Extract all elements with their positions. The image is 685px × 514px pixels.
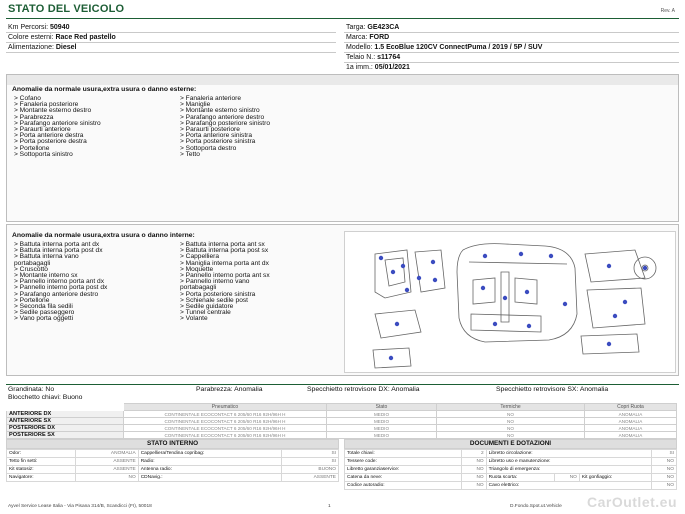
interior-list-col1 (14, 242, 107, 323)
list-item: > Parafango anteriore destro (180, 113, 265, 121)
damage-marker-icon (389, 356, 393, 360)
list-item: > Moquette (180, 265, 214, 273)
tyres-table (6, 403, 677, 439)
list-item: > Pannello interno vano (180, 278, 250, 286)
tyre-model: CONTINENTALE ECOCONTACT 6 205/60 R16 92H/96H H (124, 432, 327, 439)
tyre-model: CONTINENTALE ECOCONTACT 6 205/60 R16 92H/96H H (124, 425, 327, 432)
damage-marker-icon (405, 288, 409, 292)
car-diagram-svg (345, 232, 675, 372)
km-value: 50940 (50, 24, 70, 31)
list-item: > Battuta interna porta ant sx (180, 241, 265, 248)
exterior-list-col2 (180, 96, 270, 158)
damage-marker-icon (503, 296, 507, 300)
tyre-position: POSTERIORE SX (7, 432, 124, 439)
list-item: portabagagli (180, 284, 217, 292)
tyre-thermal: NO (437, 432, 585, 439)
list-item: > Pannello interno porta post dx (14, 284, 108, 292)
tyre-hubcap: ANOMALIA (585, 432, 677, 439)
table-row (345, 458, 677, 466)
front-seat-right-icon (415, 250, 445, 292)
chassis-row (346, 53, 400, 62)
table-row (7, 458, 339, 466)
cell-value: ASSENTE (76, 458, 138, 466)
damage-markers (379, 252, 647, 360)
empty-cell (7, 404, 124, 411)
cell-value: NO (76, 474, 138, 482)
list-item: > Montante interno sx (14, 272, 78, 280)
list-item: > Porta anteriore sinistra (180, 132, 253, 140)
color-row (8, 33, 116, 42)
table-row (7, 411, 677, 418)
status-rule (6, 384, 679, 385)
damage-marker-icon (607, 342, 611, 346)
list-item: > Maniglia interna porta ant dx (180, 259, 269, 267)
exterior-title: Anomalie da normale usura,extra usura o danno esterne: (12, 86, 197, 93)
cell-label: Libretto garanziaservice: (345, 466, 462, 474)
model-value: 1.5 EcoBlue 120CV ConnectPuma / 2019 / 5P / SUV (374, 44, 543, 51)
cell-label: Navigatore: (7, 474, 76, 482)
front-left-seat-icon (473, 278, 495, 304)
brand-label: Marca: (346, 34, 368, 41)
chassis-label: Telaio N.: (346, 54, 376, 61)
tyre-thermal: NO (437, 418, 585, 425)
footer-company: Ayvel Service Lease Italia - Via Pisana 314/B, Scandicci (FI), 50018 (8, 504, 152, 509)
list-item: > Tunnel centrale (180, 309, 231, 317)
km-row (8, 23, 69, 32)
list-item: > Paraurti posteriore (180, 126, 240, 134)
header-state: Stato (327, 404, 437, 411)
list-item: > Portellone (14, 296, 50, 304)
list-item: > Porta posteriore destra (14, 138, 87, 146)
list-item: > Sottoporta sinistro (14, 150, 73, 158)
dashboard-line-icon (469, 262, 567, 264)
tyre-hubcap: ANOMALIA (585, 411, 677, 418)
exterior-list-col1 (14, 96, 101, 158)
list-item: > Cruscotto (14, 265, 48, 273)
footer-right-text: D.Fondo.Spot.ut.Vehicle (510, 504, 562, 509)
list-item: > Montante esterno sinistro (180, 107, 260, 115)
list-item: > Parafango anteriore destro (14, 290, 99, 298)
list-item: > Paraurti anteriore (14, 126, 71, 134)
list-item: portabagagli (14, 259, 51, 267)
table-row (7, 466, 339, 474)
table-row (7, 418, 677, 425)
cell-value: NO (652, 458, 677, 466)
damage-marker-icon (481, 286, 485, 290)
list-item: > Montante esterno destro (14, 107, 92, 115)
list-item: > Cofano (14, 95, 41, 102)
door-panel-rear-icon (587, 288, 645, 328)
list-item: > Parabrezza (14, 113, 54, 121)
list-item: > Cappelliera (180, 253, 220, 261)
damage-marker-icon (391, 270, 395, 274)
tyre-thermal: NO (437, 425, 585, 432)
cell-label: Cappelliera/Tendina copribag: (138, 450, 281, 458)
door-panel-front-icon (585, 250, 645, 282)
cell-label: Triangolo di emergenza: (486, 466, 651, 474)
divider (344, 32, 679, 33)
watermark-logo: CarOutlet.eu (586, 494, 677, 510)
fuel-value: Diesel (55, 44, 77, 51)
car-interior-diagram (344, 231, 676, 373)
registration-value: 05/01/2021 (374, 64, 410, 71)
interior-state-title: STATO INTERNO (6, 439, 339, 449)
damage-marker-icon (563, 302, 567, 306)
cell-label: Tetto fin setti: (7, 458, 76, 466)
cell-label: Tessere code: (345, 458, 462, 466)
table-row (345, 474, 677, 482)
cell-value: ASSENTE (76, 466, 138, 474)
cell-label: Totale chiavi: (345, 450, 462, 458)
model-row (346, 43, 542, 52)
km-label: Km Percorsi: (8, 24, 49, 31)
list-item: > Volante (180, 315, 208, 323)
cell-label: Ruota scorta: (486, 474, 554, 482)
cell-value: NO (461, 466, 486, 474)
exterior-anomalies-panel (6, 74, 679, 222)
panel-header (7, 75, 678, 85)
plate-value: GE423CA (367, 24, 400, 31)
table-row (7, 432, 677, 439)
cell-label: Cavo elettrico: (486, 482, 651, 490)
list-item: > Fanaleria anteriore (180, 95, 242, 102)
color-label: Colore esterni: (8, 34, 54, 41)
fuel-label: Alimentazione: (8, 44, 54, 51)
table-row (345, 482, 677, 490)
cell-value: NO (652, 482, 677, 490)
tyre-hubcap: ANOMALIA (585, 425, 677, 432)
registration-row (346, 63, 410, 72)
title-rule (6, 18, 679, 19)
cell-label: Libretto uso e manutenzione: (486, 458, 651, 466)
brand-value: FORD (369, 34, 390, 41)
plate-label: Targa: (346, 24, 366, 31)
tyre-state: MEDIO (327, 425, 437, 432)
list-item: > Pannello interno porta ant dx (14, 278, 104, 286)
list-item: > Pannello interno porta ant sx (180, 272, 270, 280)
brand-row (346, 33, 389, 42)
cell-value: NO (555, 474, 580, 482)
damage-marker-icon (549, 254, 553, 258)
list-item: > Tetto (180, 150, 200, 158)
list-item: > Sottoporta destro (180, 144, 237, 152)
rear-bench-icon (471, 314, 541, 332)
cell-label: Kit gonfiaggio: (579, 474, 651, 482)
table-header-row (7, 404, 677, 411)
damage-marker-icon (401, 264, 405, 268)
table-row (7, 474, 339, 482)
list-item: > Sedile passeggero (14, 309, 75, 317)
table-row (7, 425, 677, 432)
cell-value: SI (281, 450, 338, 458)
cell-label: Codice autoradio: (345, 482, 462, 490)
damage-marker-icon (607, 264, 611, 268)
tyre-state: MEDIO (327, 432, 437, 439)
documents-table (344, 449, 677, 490)
tyre-state: MEDIO (327, 418, 437, 425)
damage-marker-icon (433, 278, 437, 282)
revision-label: Rev. A (660, 8, 675, 14)
list-item: > Portellone (14, 144, 50, 152)
cell-label: Libretto circolazione: (486, 450, 651, 458)
car-body-icon (457, 244, 577, 342)
tyre-position: POSTERIORE DX (7, 425, 124, 432)
cell-value: NO (461, 458, 486, 466)
tyre-position: ANTERIORE SX (7, 418, 124, 425)
divider (6, 52, 336, 53)
interior-title: Anomalie da normale usura,extra usura o danno interne: (12, 232, 195, 239)
chassis-value: s11764 (377, 54, 401, 61)
model-label: Modello: (346, 44, 373, 51)
cell-value: NO (652, 474, 677, 482)
hail-status: Grandinata: No (8, 386, 55, 393)
tyre-model: CONTINENTALE ECOCONTACT 6 205/60 R16 92H/96H H (124, 411, 327, 418)
list-item: > Parafango posteriore sinistro (180, 119, 270, 127)
list-item: > Fanaleria posteriore (14, 101, 79, 109)
damage-marker-icon (643, 266, 647, 270)
table-row (345, 466, 677, 474)
list-item: > Battuta interna porta post sx (180, 247, 269, 255)
tyre-state: MEDIO (327, 411, 437, 418)
cell-value: NO (652, 466, 677, 474)
damage-marker-icon (417, 276, 421, 280)
documents-box (344, 439, 677, 490)
list-item: > Seconda fila sedili (14, 303, 73, 311)
mirror-dx-status: Specchietto retrovisore DX: Anomalia (307, 386, 420, 393)
cell-value: ANOMALIA (76, 450, 138, 458)
cell-label: Kit statosiz: (7, 466, 76, 474)
list-item: > Battuta interna porta post dx (14, 247, 103, 255)
cell-value: NO (461, 474, 486, 482)
cell-label: Catena da neve: (345, 474, 462, 482)
list-item: > Maniglie (180, 101, 211, 109)
cell-label: CDNavig.: (138, 474, 281, 482)
damage-marker-icon (493, 322, 497, 326)
cell-value: BUONO (281, 466, 338, 474)
footer-page-number: 1 (328, 504, 331, 509)
cell-label: Radio: (138, 458, 281, 466)
table-row (345, 450, 677, 458)
damage-marker-icon (525, 290, 529, 294)
damage-marker-icon (395, 322, 399, 326)
list-item: > Sedile guidatore (180, 303, 234, 311)
list-item: > Porta posteriore sinistra (180, 138, 256, 146)
damage-marker-icon (483, 254, 487, 258)
mirror-sx-status: Specchietto retrovisore SX: Anomalia (496, 386, 609, 393)
list-item: > Vano porta oggetti (14, 315, 74, 323)
damage-marker-icon (519, 252, 523, 256)
list-item: > Battuta interna porta ant dx (14, 241, 100, 248)
cell-label: Odor: (7, 450, 76, 458)
table-row (7, 450, 339, 458)
registration-label: 1a imm.: (346, 64, 373, 71)
header-thermal: Termiche (437, 404, 585, 411)
page-title: STATO DEL VEICOLO (8, 3, 125, 15)
tyre-position: ANTERIORE DX (7, 411, 124, 418)
cell-value: SI (652, 450, 677, 458)
cell-value: ASSENTE (281, 474, 338, 482)
plate-row (346, 23, 399, 32)
tyre-thermal: NO (437, 411, 585, 418)
windscreen-status: Parabrezza: Anomalia (196, 386, 263, 393)
damage-marker-icon (527, 324, 531, 328)
interior-state-table (6, 449, 339, 482)
interior-anomalies-panel (6, 224, 679, 376)
header-hubcap: Copri Ruota (585, 404, 677, 411)
key-lock-status: Blocchetto chiavi: Buono (8, 394, 83, 401)
list-item: > Porta posteriore sinistra (180, 290, 256, 298)
list-item: > Battuta interna vano (14, 253, 79, 261)
list-item: > Porta anteriore destra (14, 132, 84, 140)
documents-title: DOCUMENTI E DOTAZIONI (344, 439, 677, 449)
interior-state-box (6, 439, 339, 482)
tyre-model: CONTINENTALE ECOCONTACT 6 205/60 R16 92H/96H H (124, 418, 327, 425)
fuel-row (8, 43, 77, 52)
list-item: > Schienale sedile post (180, 296, 248, 304)
cell-label: Antenna radio: (138, 466, 281, 474)
cell-value: NO (461, 482, 486, 490)
cell-value: 2 (461, 450, 486, 458)
header-tyre: Pneumatico (124, 404, 327, 411)
damage-marker-icon (623, 300, 627, 304)
tyre-hubcap: ANOMALIA (585, 418, 677, 425)
color-value: Race Red pastello (55, 34, 116, 41)
interior-list-col2 (180, 242, 270, 323)
list-item: > Parafango anteriore sinistro (14, 119, 101, 127)
damage-marker-icon (613, 314, 617, 318)
cell-value: SI (281, 458, 338, 466)
damage-marker-icon (379, 256, 383, 260)
damage-marker-icon (431, 260, 435, 264)
